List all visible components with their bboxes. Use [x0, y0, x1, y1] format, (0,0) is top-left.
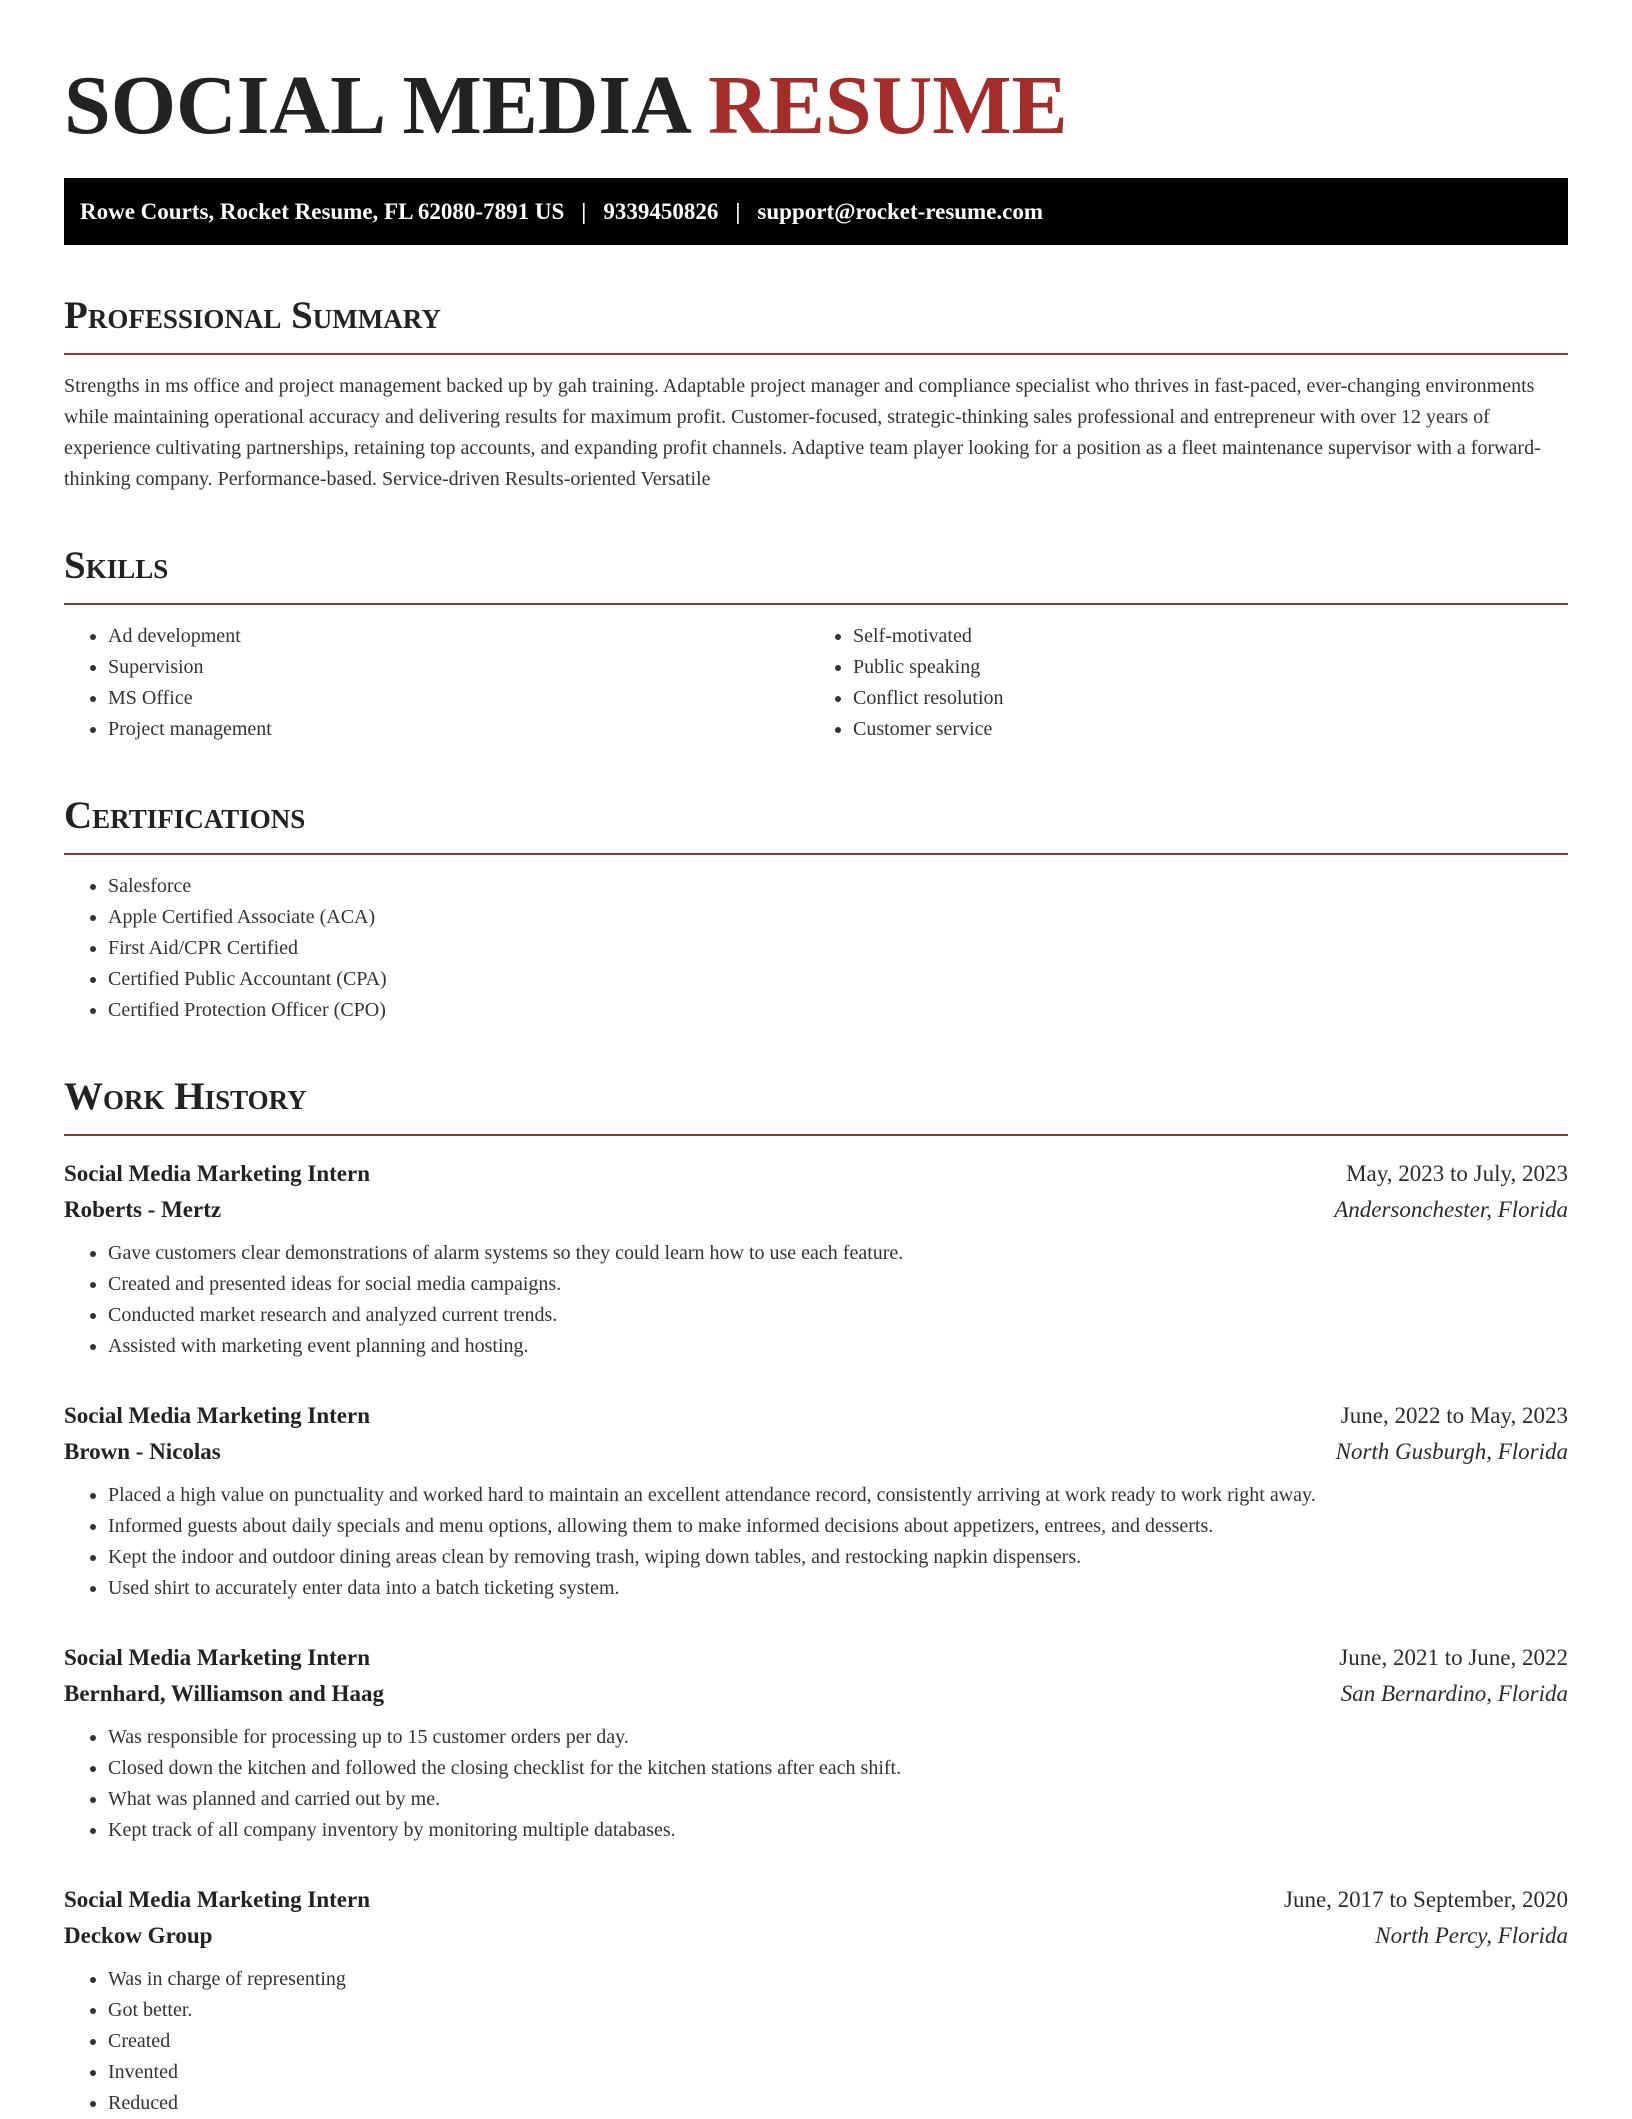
job-company: Brown - Nicolas	[64, 1439, 221, 1464]
contact-email: support@rocket-resume.com	[757, 198, 1044, 224]
certifications-section	[64, 791, 1568, 1026]
skill-item: • MS Office	[108, 683, 823, 714]
skills-list-left	[64, 621, 823, 745]
job-dates: June, 2022 to May, 2023	[1340, 1403, 1568, 1428]
job-location: North Percy, Florida	[1375, 1923, 1568, 1948]
job-title: Social Media Marketing Intern	[64, 1403, 370, 1428]
job-bullet: • Gave customers clear demonstrations of alarm systems so they could learn how to use each feature.	[108, 1238, 1568, 1269]
skill-item: • Supervision	[108, 652, 823, 683]
name-last: RESUME	[708, 59, 1068, 152]
job-bullet: • Closed down the kitchen and followed the closing checklist for the kitchen stations after each shift.	[108, 1753, 1568, 1784]
job-location: San Bernardino, Florida	[1340, 1681, 1568, 1706]
name-first: SOCIAL MEDIA	[64, 59, 688, 152]
job-dates: June, 2017 to September, 2020	[1284, 1887, 1568, 1912]
contact-separator: |	[581, 198, 587, 224]
certification-item: • Apple Certified Associate (ACA)	[108, 902, 1568, 933]
job-entry	[64, 1398, 1568, 1604]
certification-item: • Certified Public Accountant (CPA)	[108, 964, 1568, 995]
work-history-section	[64, 1072, 1568, 2119]
skill-item: • Ad development	[108, 621, 823, 652]
skill-item: • Public speaking	[853, 652, 1568, 683]
job-bullets	[64, 1480, 1568, 1604]
contact-phone: 9339450826	[603, 198, 719, 224]
certification-item: • Salesforce	[108, 871, 1568, 902]
job-company: Bernhard, Williamson and Haag	[64, 1681, 384, 1706]
job-bullet: • Used shirt to accurately enter data into a batch ticketing system.	[108, 1573, 1568, 1604]
job-bullet: • Assisted with marketing event planning and hosting.	[108, 1331, 1568, 1362]
skills-heading: Skills	[64, 541, 1568, 605]
certification-item: • First Aid/CPR Certified	[108, 933, 1568, 964]
job-entry	[64, 1640, 1568, 1846]
job-bullets	[64, 1722, 1568, 1846]
skill-item: • Project management	[108, 714, 823, 745]
job-title: Social Media Marketing Intern	[64, 1161, 370, 1186]
job-bullet: • Created	[108, 2026, 1568, 2057]
job-company: Deckow Group	[64, 1923, 213, 1948]
contact-separator: |	[735, 198, 741, 224]
work-history-heading: Work History	[64, 1072, 1568, 1136]
skill-item: • Conflict resolution	[853, 683, 1568, 714]
job-title: Social Media Marketing Intern	[64, 1645, 370, 1670]
job-bullet: • Placed a high value on punctuality and worked hard to maintain an excellent attendance record, consistently arriving at work ready to work right away.	[108, 1480, 1568, 1511]
summary-heading: Professional Summary	[64, 291, 1568, 355]
skills-list-right	[823, 621, 1568, 745]
job-bullet: • Got better.	[108, 1995, 1568, 2026]
job-location: North Gusburgh, Florida	[1335, 1439, 1568, 1464]
job-bullet: • What was planned and carried out by me.	[108, 1784, 1568, 1815]
job-location: Andersonchester, Florida	[1334, 1197, 1568, 1222]
skills-grid	[64, 605, 1568, 745]
certification-item: • Certified Protection Officer (CPO)	[108, 995, 1568, 1026]
job-dates: June, 2021 to June, 2022	[1339, 1645, 1568, 1670]
job-bullet: • Invented	[108, 2057, 1568, 2088]
certifications-list	[64, 871, 1568, 1026]
job-bullet: • Was in charge of representing	[108, 1964, 1568, 1995]
job-title: Social Media Marketing Intern	[64, 1887, 370, 1912]
contact-bar	[64, 178, 1568, 245]
job-bullet: • Was responsible for processing up to 15 customer orders per day.	[108, 1722, 1568, 1753]
job-bullet: • Reduced	[108, 2088, 1568, 2119]
job-bullet: • Conducted market research and analyzed current trends.	[108, 1300, 1568, 1331]
job-bullet: • Kept the indoor and outdoor dining areas clean by removing trash, wiping down tables, and restocking napkin dispensers.	[108, 1542, 1568, 1573]
skills-section	[64, 541, 1568, 745]
resume-name	[64, 56, 1568, 156]
job-bullets	[64, 1964, 1568, 2119]
skill-item: • Self-motivated	[853, 621, 1568, 652]
job-entry	[64, 1156, 1568, 1362]
job-company: Roberts - Mertz	[64, 1197, 222, 1222]
summary-section	[64, 291, 1568, 495]
job-bullets	[64, 1238, 1568, 1362]
skill-item: • Customer service	[853, 714, 1568, 745]
certifications-heading: Certifications	[64, 791, 1568, 855]
contact-address: Rowe Courts, Rocket Resume, FL 62080-7891 US	[80, 198, 565, 224]
job-dates: May, 2023 to July, 2023	[1346, 1161, 1568, 1186]
summary-text: Strengths in ms office and project management backed up by gah training. Adaptable project manager and compliance specialist who thrives in fast-paced, ever-changing environments while maintaining operational accuracy and delivering results for maximum profit. Customer-focused, strategic-thinking sales professional and entrepreneur with over 12 years of experience cultivating partnerships, retaining top accounts, and expanding profit channels. Adaptive team player looking for a position as a fleet maintenance supervisor with a forward-thinking company. Performance-based. Service-driven Results-oriented Versatile	[64, 375, 1541, 490]
job-entry	[64, 1882, 1568, 2119]
job-bullet: • Informed guests about daily specials and menu options, allowing them to make informed decisions about appetizers, entrees, and desserts.	[108, 1511, 1568, 1542]
job-bullet: • Created and presented ideas for social media campaigns.	[108, 1269, 1568, 1300]
job-bullet: • Kept track of all company inventory by monitoring multiple databases.	[108, 1815, 1568, 1846]
